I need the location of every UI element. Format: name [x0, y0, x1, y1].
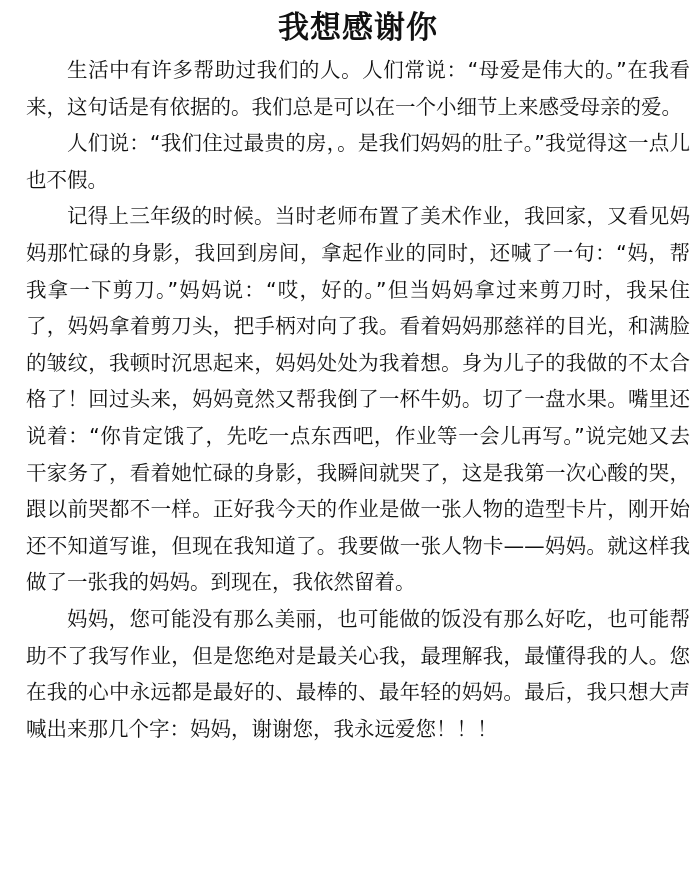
essay-title: 我想感谢你	[278, 10, 438, 46]
paragraph-4: 妈妈，您可能没有那么美丽，也可能做的饭没有那么好吃，也可能帮助不了我写作业，但是您绝对是最关心我，最理解我，最懂得我的人。您在我的心中永远都是最好的、最棒的、最年轻的妈妈。最后，我只想大声喊出来那几个字：妈妈，谢谢您，我永远爱您！！！	[26, 606, 690, 741]
paragraph-3: 记得上三年级的时候。当时老师布置了美术作业，我回家，又看见妈妈那忙碌的身影，我回到房间，拿起作业的同时，还喊了一句：“妈，帮我拿一下剪刀。”妈妈说：“哎，好的。”但当妈妈拿过来剪刀时，我呆住了，妈妈拿着剪刀头，把手柄对向了我。看着妈妈那慈祥的目光，和满脸的皱纹，我顿时沉思起来，妈妈处处为我着想。身为儿子的我做的不太合格了！回过头来，妈妈竟然又帮我倒了一杯牛奶。切了一盘水果。嘴里还说着：“你肯定饿了，先吃一点东西吧，作业等一会儿再写。”说完她又去干家务了，看着她忙碌的身影，我瞬间就哭了，这是我第一次心酸的哭，跟以前哭都不一样。正好我今天的作业是做一张人物的造型卡片，刚开始还不知道写谁，但现在我知道了。我要做一张人物卡——妈妈。就这样我做了一张我的妈妈。到现在，我依然留着。	[26, 204, 690, 595]
paragraph-1: 生活中有许多帮助过我们的人。人们常说：“母爱是伟大的。”在我看来，这句话是有依据的。我们总是可以在一个小细节上来感受母亲的爱。	[26, 58, 690, 119]
paragraph-2: 人们说：“我们住过最贵的房，。是我们妈妈的肚子。”我觉得这一点儿也不假。	[26, 131, 690, 192]
